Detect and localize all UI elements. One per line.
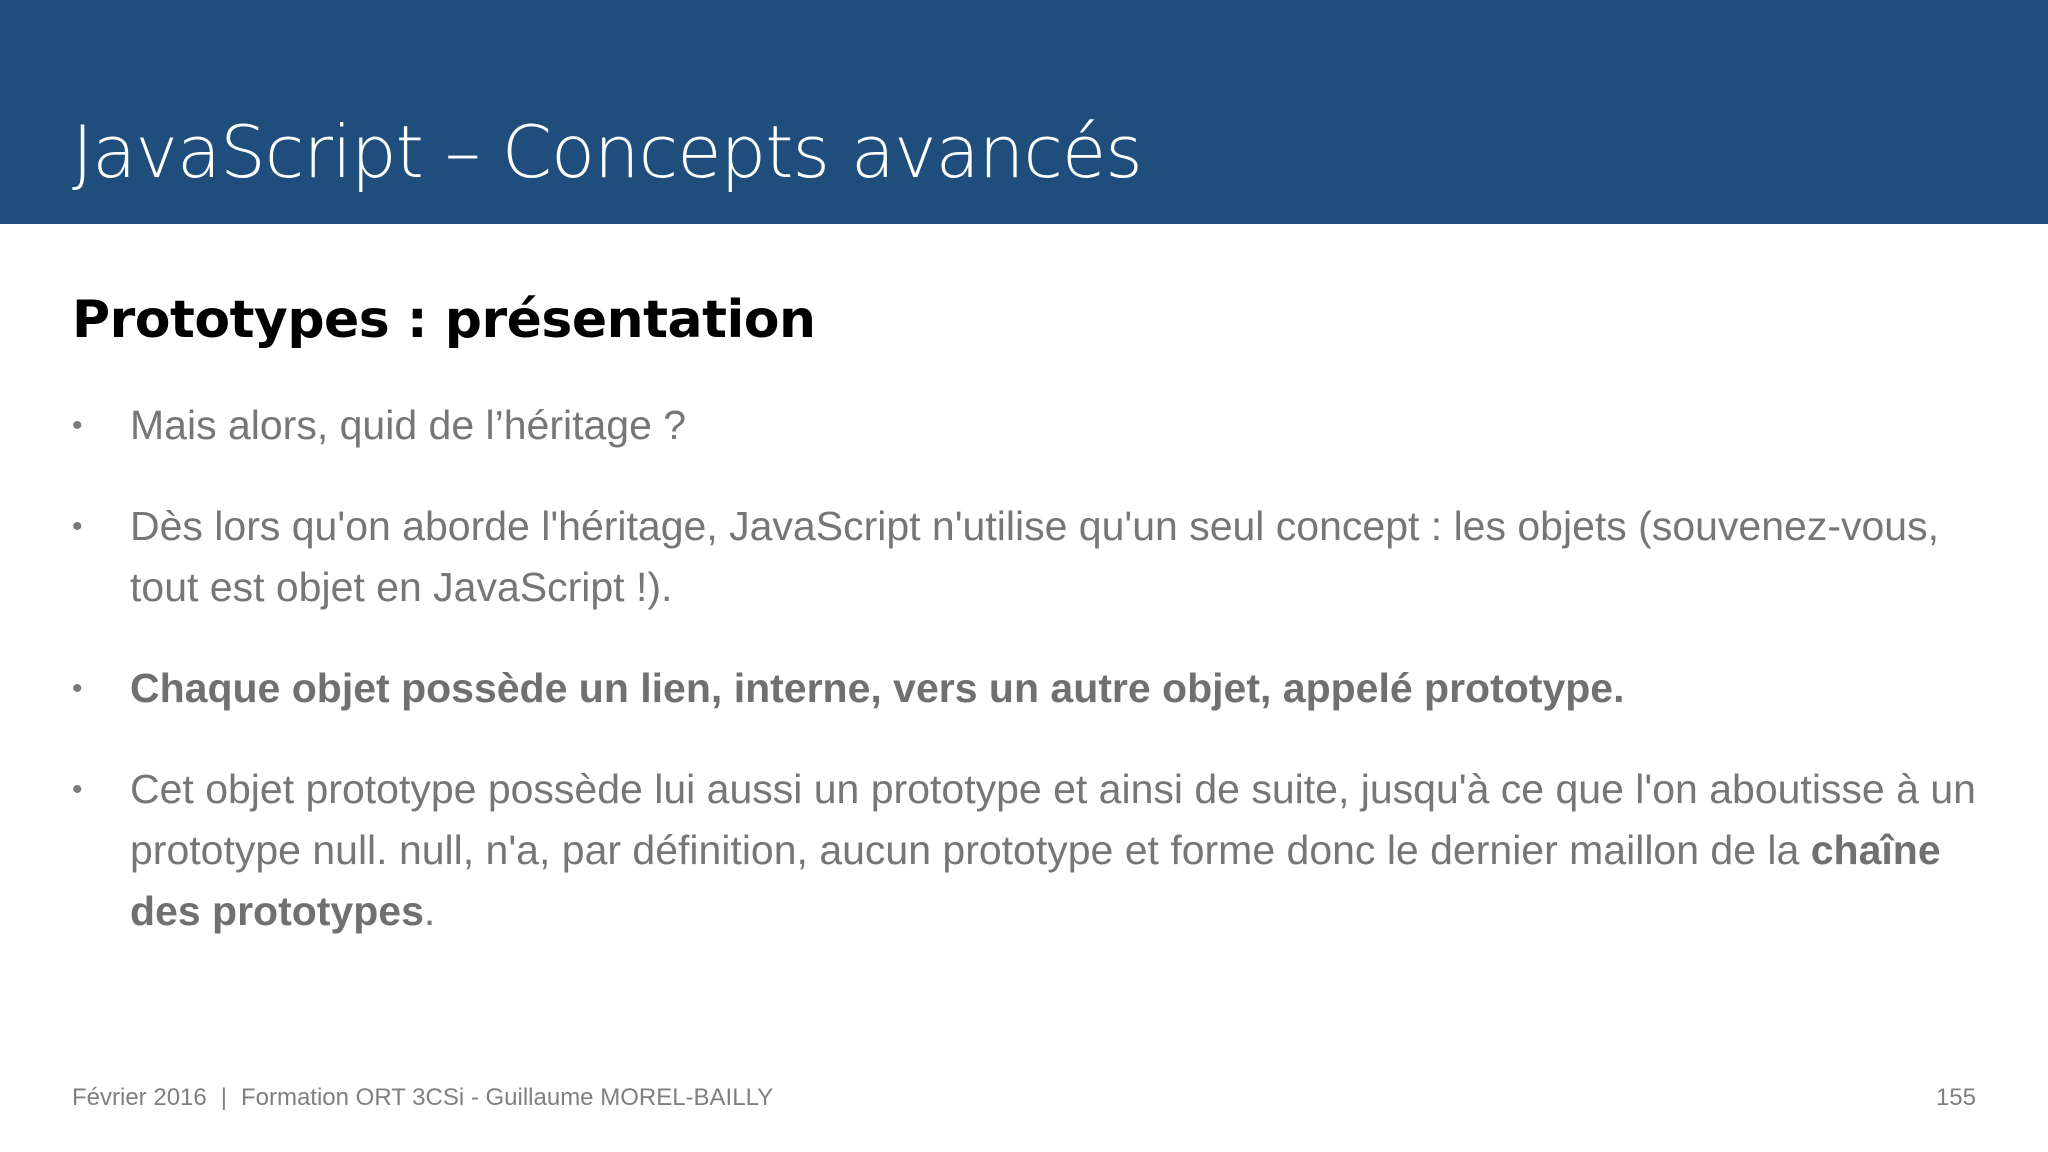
bullet-text-before: Cet objet prototype possède lui aussi un prototype et ainsi de suite, jusqu'à ce que l'on aboutisse à un prototype null. null, n'a, par définition, aucun prototype et forme donc le dernier maillon de la bbox=[130, 766, 1976, 873]
bullet-list bbox=[72, 395, 1992, 982]
bullet-bold-text: Chaque objet possède un lien, interne, vers un autre objet, appelé prototype. bbox=[130, 665, 1625, 711]
bullet-bold-text: chaîne des prototypes bbox=[130, 827, 1941, 934]
bullet-item-prototype-link bbox=[72, 658, 1992, 719]
page-number: 155 bbox=[1935, 1084, 1976, 1111]
bullet-text: Mais alors, quid de l’héritage ? bbox=[130, 402, 687, 448]
section-subtitle: Prototypes : présentation bbox=[72, 290, 816, 350]
footer-date: Février 2016 bbox=[72, 1084, 207, 1111]
bullet-item-objects-concept bbox=[72, 496, 1992, 618]
bullet-dot: • bbox=[72, 773, 83, 806]
bullet-dot: • bbox=[72, 510, 83, 543]
bullet-text: Dès lors qu'on aborde l'héritage, JavaScript n'utilise qu'un seul concept : les objets (souvenez-vous, tout est objet en JavaScript !). bbox=[130, 503, 1939, 610]
bullet-dot: • bbox=[72, 672, 83, 705]
bullet-item-heritage-question bbox=[72, 395, 1992, 456]
slide-title: JavaScript – Concepts avancés bbox=[72, 110, 1142, 194]
footer-course: Formation ORT 3CSi - Guillaume MOREL-BAILLY bbox=[240, 1084, 774, 1111]
bullet-dot: • bbox=[72, 409, 83, 442]
footer bbox=[72, 1083, 773, 1113]
footer-separator: | bbox=[220, 1084, 227, 1111]
bullet-text-after: . bbox=[423, 888, 436, 934]
bullet-item-prototype-chain bbox=[72, 759, 1992, 942]
